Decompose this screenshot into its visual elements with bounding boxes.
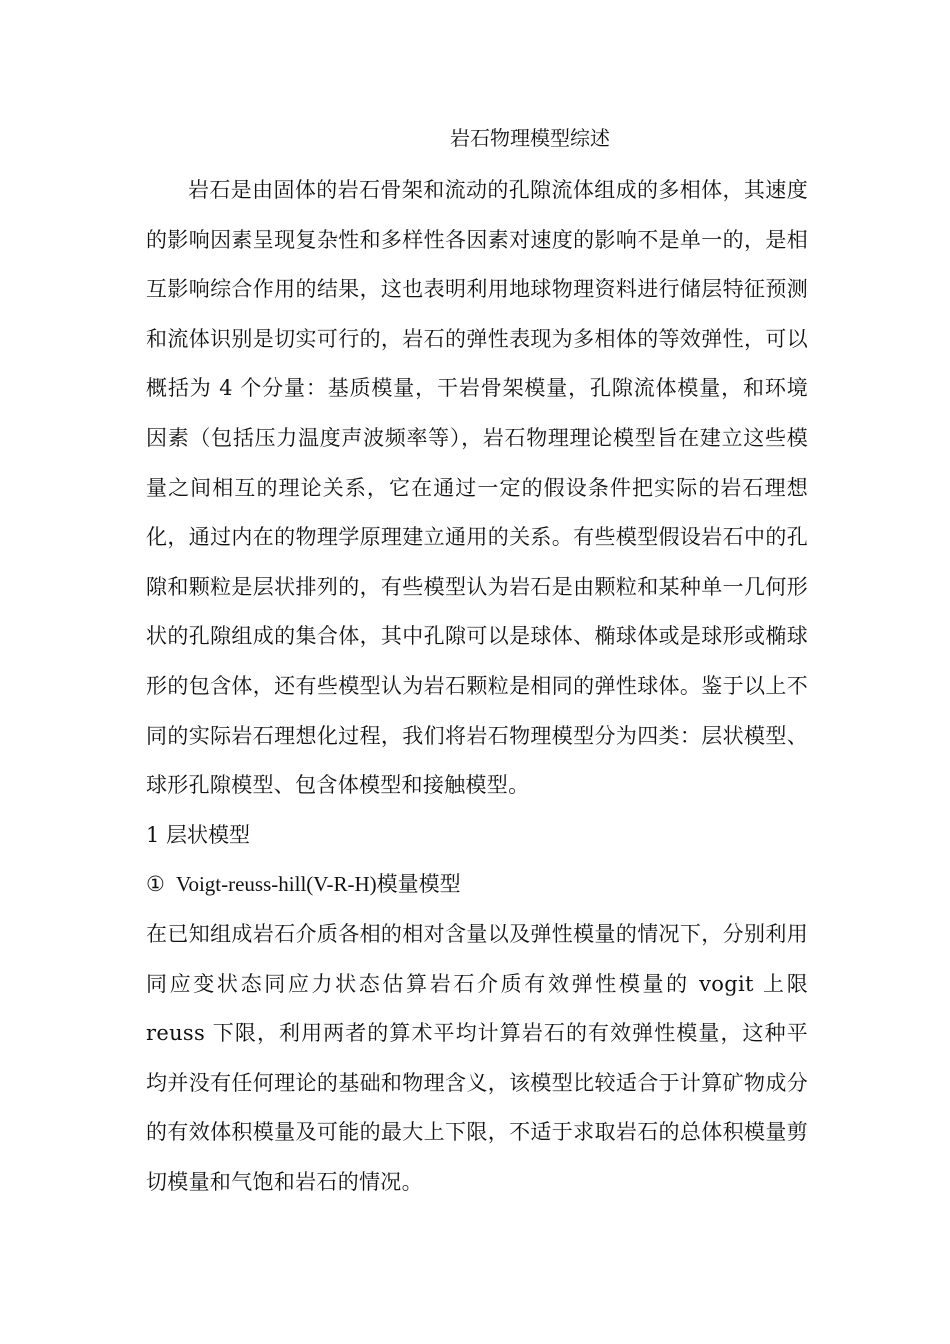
subsection-title: Voigt-reuss-hill(V-R-H)模量模型 [176,872,461,897]
document-body [146,166,808,1207]
subsection-heading [146,860,808,910]
circled-number-marker: ① [146,872,165,897]
subsection-paragraph: 在已知组成岩石介质各相的相对含量以及弹性模量的情况下，分别利用同应变状态同应力状态估算岩石介质有效弹性模量的 vogit 上限 reuss 下限，利用两者的算术平均计算岩石的有效弹性模量，这种平均并没有任何理论的基础和物理含义，该模型比较适合于计算矿物成分的有效体积模量及可能的最大上下限，不适于求取岩石的总体积模量剪切模量和气饱和岩石的情况。 [146,921,808,1194]
section-heading: 1 层状模型 [146,822,251,847]
intro-paragraph: 岩石是由固体的岩石骨架和流动的孔隙流体组成的多相体，其速度的影响因素呈现复杂性和多样性各因素对速度的影响不是单一的，是相互影响综合作用的结果，这也表明利用地球物理资料进行储层特征预测和流体识别是切实可行的，岩石的弹性表现为多相体的等效弹性，可以概括为 4 个分量：基质模量，干岩骨架模量，孔隙流体模量，和环境因素（包括压力温度声波频率等），岩石物理理论模型旨在建立这些模量之间相互的理论关系，它在通过一定的假设条件把实际的岩石理想化，通过内在的物理学原理建立通用的关系。有些模型假设岩石中的孔隙和颗粒是层状排列的，有些模型认为岩石是由颗粒和某种单一几何形状的孔隙组成的集合体，其中孔隙可以是球体、椭球体或是球形或椭球形的包含体，还有些模型认为岩石颗粒是相同的弹性球体。鉴于以上不同的实际岩石理想化过程，我们将岩石物理模型分为四类：层状模型、球形孔隙模型、包含体模型和接触模型。 [146,178,808,798]
document-title: 岩石物理模型综述 [450,126,610,150]
